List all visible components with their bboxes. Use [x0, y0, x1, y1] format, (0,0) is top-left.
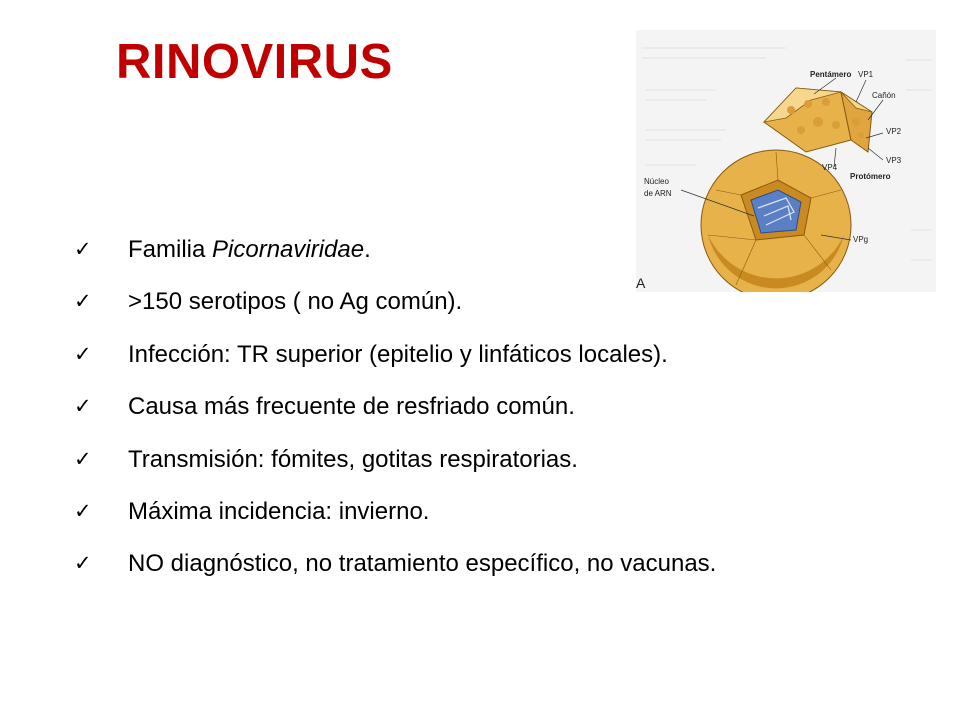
panel-letter: A [636, 275, 646, 291]
bullet-item [74, 235, 716, 287]
bullet-text: Causa más frecuente de resfriado común. [128, 393, 575, 421]
bullet-text: NO diagnóstico, no tratamiento específico, no vacunas. [128, 550, 717, 578]
label-protomero: Protómero [850, 172, 891, 181]
slide-title: RINOVIRUS [116, 35, 393, 89]
label-vpg: VPg [853, 235, 869, 244]
bullet-text: Transmisión: fómites, gotitas respiratorias. [128, 445, 578, 473]
bullet-list [74, 235, 716, 602]
label-vp2: VP2 [886, 127, 902, 136]
check-icon: ✓ [74, 395, 92, 419]
bullet-item [74, 497, 716, 549]
bullet-item [74, 340, 716, 392]
check-icon: ✓ [74, 342, 92, 366]
bullet-text: Infección: TR superior (epitelio y linfáticos locales). [128, 340, 668, 368]
label-pentamero: Pentámero [810, 70, 852, 79]
label-nucleo-line1: Núcleo [644, 177, 669, 186]
check-icon: ✓ [74, 238, 92, 261]
label-nucleo-line2: de ARN [644, 189, 672, 198]
label-vp4: VP4 [822, 163, 838, 172]
label-canon: Cañón [872, 91, 896, 100]
label-vp3: VP3 [886, 156, 902, 165]
check-icon: ✓ [74, 290, 92, 314]
bullet-text: >150 serotipos ( no Ag común). [128, 288, 463, 316]
bullet-item [74, 287, 716, 339]
label-vp1: VP1 [858, 70, 874, 79]
check-icon: ✓ [74, 552, 92, 576]
check-icon: ✓ [74, 499, 92, 523]
bullet-item [74, 445, 716, 497]
bullet-text: Máxima incidencia: invierno. [128, 497, 430, 525]
check-icon: ✓ [74, 447, 92, 471]
bullet-text: Familia Picornaviridae. [128, 236, 371, 263]
bullet-item [74, 549, 716, 601]
bullet-item [74, 392, 716, 444]
